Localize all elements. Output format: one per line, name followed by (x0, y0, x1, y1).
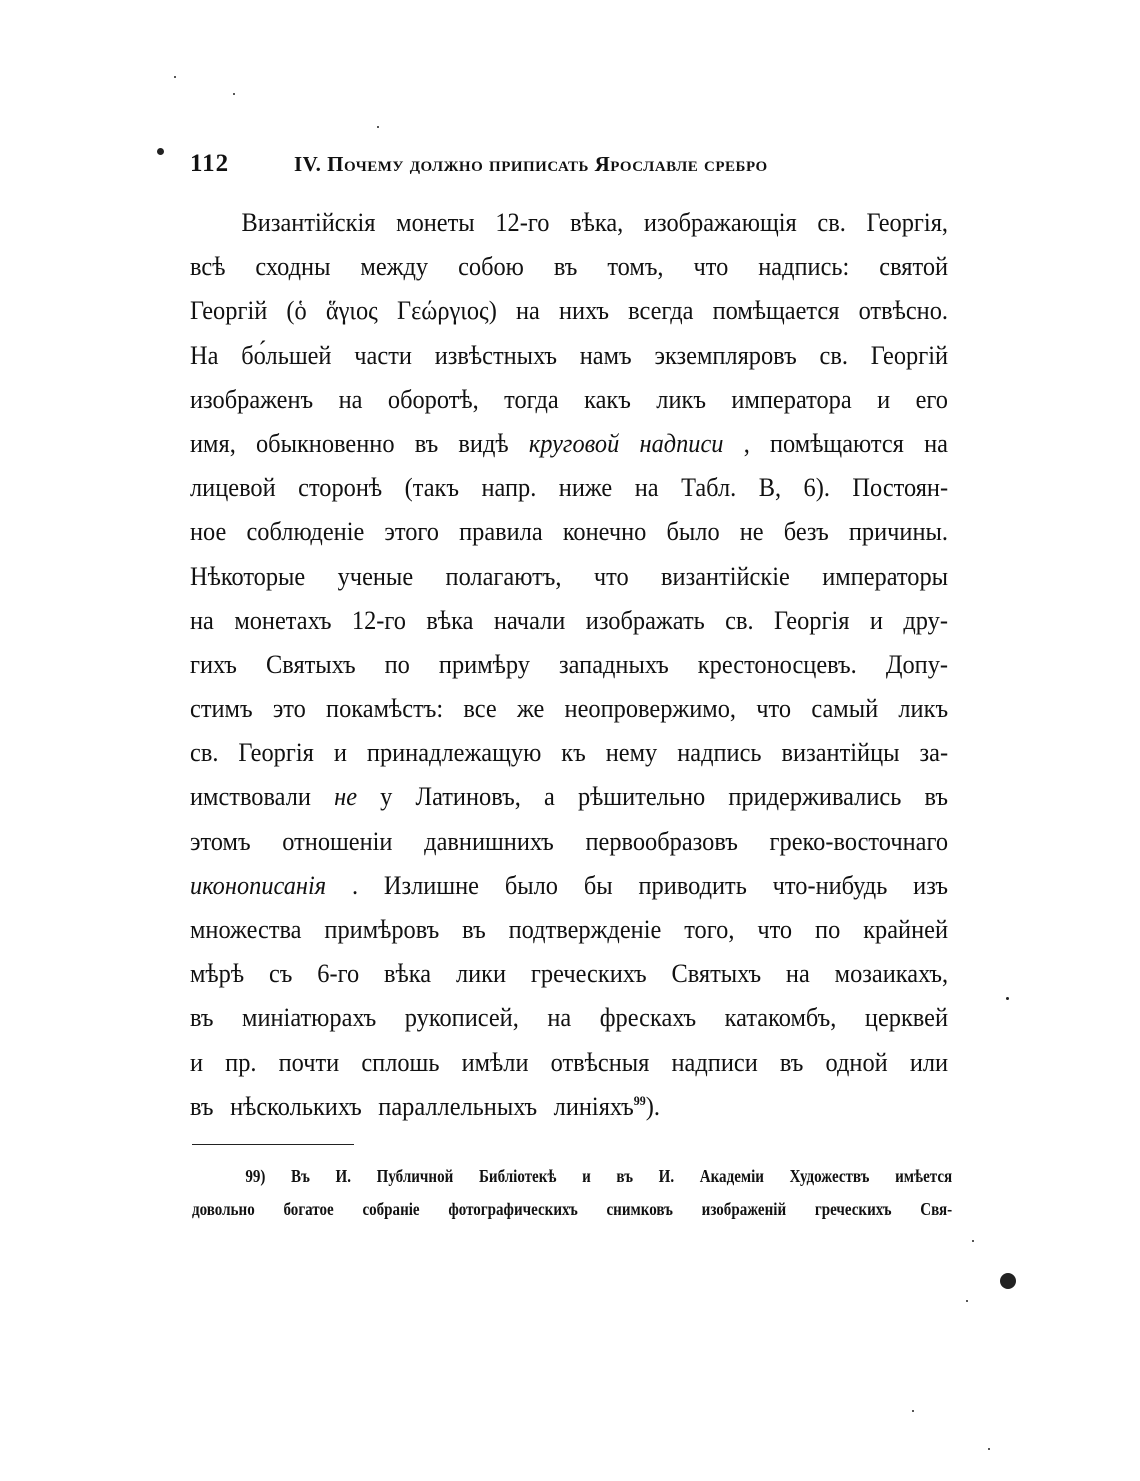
word: надпись: (758, 251, 850, 282)
word: пр. (225, 1046, 257, 1077)
word: Нѣкоторые (190, 560, 306, 591)
word: это (272, 693, 306, 724)
word: И. (335, 1166, 351, 1186)
word: неопровержимо, (564, 693, 737, 724)
word: (такъ (404, 472, 459, 503)
word: что (757, 914, 793, 944)
word: приводить (638, 869, 747, 900)
word: западныхъ (559, 648, 669, 679)
word: Публичной (376, 1166, 454, 1186)
word: ное (190, 516, 227, 547)
word: примѣру (438, 648, 530, 679)
word: собою (458, 251, 524, 282)
word: намъ (579, 339, 632, 370)
word: рукописей, (404, 1002, 519, 1033)
word: изображенъ (190, 383, 314, 414)
word: изъ (913, 869, 949, 900)
word: 12-го (351, 604, 406, 635)
word: на (634, 472, 659, 503)
scan-speck (1000, 1273, 1016, 1289)
word: св. (817, 207, 846, 237)
word: Византійскія (241, 207, 376, 237)
word: Свя- (920, 1199, 953, 1219)
word: безъ (783, 516, 829, 547)
word: довольно (192, 1199, 255, 1219)
word: мозаикахъ, (834, 958, 949, 989)
word: какъ (584, 383, 631, 414)
word: императоры (822, 560, 949, 591)
word: къ (561, 737, 586, 768)
word: фрескахъ (599, 1002, 697, 1033)
word: надписи (639, 427, 724, 458)
word: въ (924, 781, 949, 812)
word: 6). (803, 472, 830, 503)
word: Георгій (190, 295, 268, 326)
footnote (192, 1160, 952, 1226)
word: святой (879, 251, 949, 282)
word: монеты (396, 207, 475, 237)
word: полагаютъ, (445, 560, 562, 591)
word: на (785, 958, 810, 989)
word: бы (583, 869, 613, 900)
page-header (190, 150, 950, 186)
word: мѣрѣ (190, 958, 245, 989)
word: и (582, 1166, 591, 1186)
text-line (190, 288, 948, 332)
word: императора (731, 383, 852, 414)
word: имя, (190, 427, 236, 458)
word: его (915, 383, 948, 414)
word: Георгій (870, 339, 949, 370)
word: св. (725, 604, 754, 635)
text-line (190, 774, 948, 818)
text-line (190, 1040, 948, 1084)
word: покамѣстъ: (326, 693, 444, 724)
word: почти (278, 1046, 340, 1077)
word: изображеній (701, 1199, 787, 1219)
word: гихъ (190, 648, 237, 679)
word: лики (455, 958, 507, 989)
word: дру- (903, 604, 948, 635)
word: линіяхъ$^{99}$). (553, 1090, 660, 1121)
word: бо́льшей (241, 339, 332, 370)
word: имѣется (895, 1166, 953, 1186)
word: того, (684, 914, 735, 944)
scan-speck (233, 93, 235, 95)
scan-speck (377, 126, 379, 128)
word: напр. (481, 472, 537, 503)
text-line (190, 907, 948, 951)
word: сторонѣ (298, 472, 383, 503)
word: иконописанія (190, 869, 327, 900)
word: причины. (848, 516, 948, 547)
word: въ (779, 1046, 804, 1077)
word: принадлежащую (366, 737, 542, 768)
word: въ (616, 1166, 633, 1186)
word: (ὁ (286, 295, 307, 326)
footnote-line (192, 1193, 952, 1226)
word: крайней (863, 914, 949, 944)
word: нѣсколькихъ (230, 1090, 362, 1121)
scan-speck (912, 1410, 914, 1412)
word: всегда (628, 295, 694, 326)
word: ученые (337, 560, 414, 591)
word: по (384, 648, 410, 679)
word: 6-го (317, 958, 360, 989)
word: Въ (291, 1166, 310, 1186)
word: на (924, 427, 948, 458)
text-line (190, 598, 948, 642)
word: круговой (528, 427, 620, 458)
running-head: IV. Почему должно приписать Ярославле сребро (294, 152, 768, 176)
word: отвѣсныя (550, 1046, 650, 1077)
word: Библіотекѣ (478, 1166, 557, 1186)
word: подтвержденіе (508, 914, 662, 944)
word: . (351, 869, 359, 900)
word: не (739, 516, 764, 547)
word: греко-восточнаго (769, 825, 949, 856)
word: и (190, 1046, 204, 1077)
word: въ (462, 914, 486, 944)
word: И. (658, 1166, 675, 1186)
text-line (190, 642, 948, 686)
word: извѣстныхъ (434, 339, 557, 370)
word: византійскіе (661, 560, 790, 591)
word: въ (190, 1002, 214, 1033)
text-line (190, 995, 948, 1039)
text-line (190, 509, 948, 553)
word: вѣка (426, 604, 474, 635)
word: имѣли (461, 1046, 529, 1077)
word: отношеніи (282, 825, 393, 856)
word: что (756, 693, 792, 724)
word: Академіи (699, 1166, 764, 1186)
text-line (190, 1084, 948, 1128)
scan-speck (966, 1300, 968, 1302)
word: собраніе (362, 1199, 420, 1219)
word: этомъ (190, 825, 251, 856)
footnote-rule (192, 1144, 354, 1145)
word: ниже (558, 472, 613, 503)
text-line (190, 244, 948, 288)
word: этого (384, 516, 439, 547)
word: стимъ (190, 693, 253, 724)
text-line (190, 465, 948, 509)
word: Допу- (885, 648, 949, 679)
word: Святыхъ (671, 958, 762, 989)
word: вѣка, (570, 207, 624, 237)
word: Табл. (681, 472, 737, 503)
word: на (338, 383, 363, 414)
word: и (869, 604, 883, 635)
word: На (190, 339, 219, 370)
word: монетахъ (234, 604, 332, 635)
word: на (515, 295, 540, 326)
word: отвѣсно. (858, 295, 948, 326)
word: изображающія (643, 207, 797, 237)
word: сплошь (361, 1046, 440, 1077)
word: св. (190, 737, 219, 768)
word: богатое (283, 1199, 334, 1219)
scan-speck (157, 148, 164, 155)
word: нихъ (558, 295, 609, 326)
text-line (190, 333, 948, 377)
word: было (504, 869, 558, 900)
word: Постоян- (852, 472, 949, 503)
word: оборотѣ, (387, 383, 479, 414)
word: не (334, 781, 358, 812)
word: помѣщается (712, 295, 840, 326)
word: сходны (255, 251, 331, 282)
word: надписи (671, 1046, 758, 1077)
word: греческихъ (814, 1199, 892, 1219)
scan-speck (988, 1448, 990, 1450)
word: ликъ (898, 693, 949, 724)
text-line (190, 554, 948, 598)
word: Георгія (238, 737, 314, 768)
word: конечно (562, 516, 647, 547)
word: лицевой (190, 472, 276, 503)
word: что (593, 560, 629, 591)
word: изображать (585, 604, 705, 635)
word: св. (819, 339, 848, 370)
word: а (543, 781, 555, 812)
scan-speck (1006, 997, 1009, 1000)
word: на (190, 604, 214, 635)
word: все (463, 693, 497, 724)
word: В, (758, 472, 782, 503)
word: томъ, (607, 251, 664, 282)
word: крестоносцевъ. (697, 648, 857, 679)
word: у (380, 781, 393, 812)
footnote-reference-tail: ). (645, 1090, 660, 1121)
text-line (190, 819, 948, 863)
text-line (190, 951, 948, 995)
word: византійцы (781, 737, 900, 768)
word: и (877, 383, 891, 414)
word: самый (811, 693, 879, 724)
word: соблюденіе (246, 516, 365, 547)
word: множества (190, 914, 302, 944)
word: за- (919, 737, 949, 768)
word: обыкновенно (255, 427, 395, 458)
main-text (190, 200, 948, 1128)
word: 12-го (495, 207, 550, 237)
word: имствовали (190, 781, 311, 812)
word: Георгія (774, 604, 850, 635)
word: или (909, 1046, 949, 1077)
text-line (190, 686, 948, 730)
word: было (666, 516, 720, 547)
text-line (190, 200, 948, 244)
word: катакомбъ, (724, 1002, 837, 1033)
word: части (354, 339, 412, 370)
text-line (190, 863, 948, 907)
word: греческихъ (530, 958, 647, 989)
word: на (547, 1002, 572, 1033)
word: нему (605, 737, 658, 768)
word: ликъ (656, 383, 706, 414)
word: по (815, 914, 841, 944)
word: начали (493, 604, 566, 635)
word: правила (459, 516, 543, 547)
word: примѣровъ (324, 914, 440, 944)
word: между (360, 251, 429, 282)
word: въ (190, 1090, 214, 1121)
word: Георгія, (866, 207, 949, 237)
scan-speck (174, 76, 176, 78)
footnote-reference: 99 (633, 1092, 646, 1108)
scan-speck (972, 1240, 974, 1242)
word: вѣка (384, 958, 432, 989)
word: ἅγιος (325, 295, 378, 326)
word: всѣ (190, 251, 226, 282)
word: въ (553, 251, 578, 282)
word: параллельныхъ (378, 1090, 538, 1121)
word: тогда (504, 383, 559, 414)
word: миніатюрахъ (242, 1002, 377, 1033)
word: снимковъ (606, 1199, 673, 1219)
page-number: 112 (190, 150, 230, 177)
text-line (190, 377, 948, 421)
word: одной (825, 1046, 888, 1077)
word: рѣшительно (577, 781, 706, 812)
word: церквей (864, 1002, 949, 1033)
word: же (516, 693, 545, 724)
word: помѣщаются (769, 427, 904, 458)
word: экземпляровъ (654, 339, 797, 370)
word: что-нибудь (772, 869, 888, 900)
word: что (693, 251, 729, 282)
word: надпись (677, 737, 762, 768)
text-line (190, 421, 948, 465)
word: придерживались (728, 781, 902, 812)
word: Художествъ (789, 1166, 870, 1186)
word: первообразовъ (585, 825, 738, 856)
footnote-line (192, 1160, 952, 1193)
word: 99) (245, 1166, 266, 1186)
word: , (743, 427, 750, 458)
word: Святыхъ (265, 648, 356, 679)
word: фотографическихъ (448, 1199, 578, 1219)
word: съ (268, 958, 293, 989)
word: видѣ (458, 427, 509, 458)
text-line (190, 730, 948, 774)
word: въ (414, 427, 439, 458)
word: давнишнихъ (424, 825, 554, 856)
word: и (333, 737, 347, 768)
word: Излишне (383, 869, 479, 900)
word: Γεώργιος) (396, 295, 497, 326)
word: Латиновъ, (415, 781, 521, 812)
